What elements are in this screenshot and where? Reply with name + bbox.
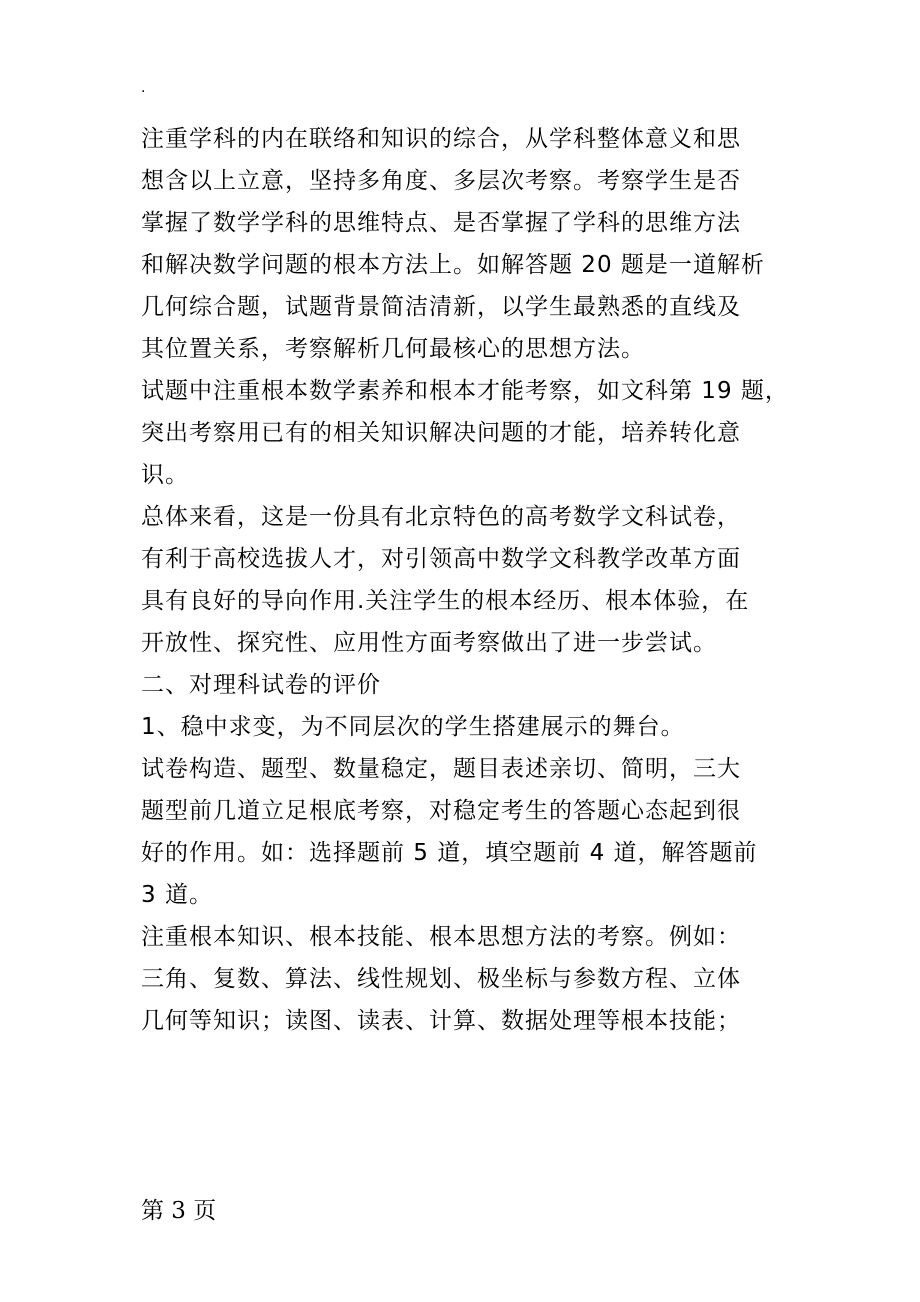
body-line-17: 题型前几道立足根底考察，对稳定考生的答题心态起到很 (141, 798, 741, 824)
body-line-10: 总体来看，这是一份具有北京特色的高考数学文科试卷， (141, 504, 741, 530)
body-line-20: 注重根本知识、根本技能、根本思想方法的考察。例如： (141, 924, 741, 950)
section-heading: 二、对理科试卷的评价 (141, 672, 381, 698)
body-text (141, 118, 801, 1042)
body-line-13: 开放性、探究性、应用性方面考察做出了进一步尝试。 (141, 630, 717, 656)
subsection-heading: 1、稳中求变，为不同层次的学生搭建展示的舞台。 (141, 714, 685, 740)
body-line-8: 突出考察用已有的相关知识解决问题的才能，培养转化意 (141, 420, 741, 446)
top-mark: . (141, 80, 146, 96)
body-line-6: 其位置关系，考察解析几何最核心的思想方法。 (141, 336, 645, 362)
body-line-16: 试卷构造、题型、数量稳定，题目表述亲切、简明，三大 (141, 756, 741, 782)
body-line-1: 注重学科的内在联络和知识的综合，从学科整体意义和思 (141, 126, 741, 152)
body-line-4: 和解决数学问题的根本方法上。如解答题 20 题是一道解析 (141, 252, 765, 278)
body-line-22: 几何等知识；读图、读表、计算、数据处理等根本技能； (141, 1008, 741, 1034)
body-line-7: 试题中注重根本数学素养和根本才能考察，如文科第 19 题， (141, 378, 789, 404)
page-number: 第 3 页 (141, 1198, 217, 1224)
body-line-19: 3 道。 (141, 882, 213, 908)
body-line-3: 掌握了数学学科的思维特点、是否掌握了学科的思维方法 (141, 210, 741, 236)
body-line-9: 识。 (141, 462, 189, 488)
body-line-12: 具有良好的导向作用.关注学生的根本经历、根本体验，在 (141, 588, 750, 614)
body-line-18: 好的作用。如：选择题前 5 道，填空题前 4 道，解答题前 (141, 840, 758, 866)
body-line-21: 三角、复数、算法、线性规划、极坐标与参数方程、立体 (141, 966, 741, 992)
body-line-11: 有利于高校选拔人才，对引领高中数学文科教学改革方面 (141, 546, 741, 572)
body-line-5: 几何综合题，试题背景简洁清新，以学生最熟悉的直线及 (141, 294, 741, 320)
body-line-2: 想含以上立意，坚持多角度、多层次考察。考察学生是否 (141, 168, 741, 194)
